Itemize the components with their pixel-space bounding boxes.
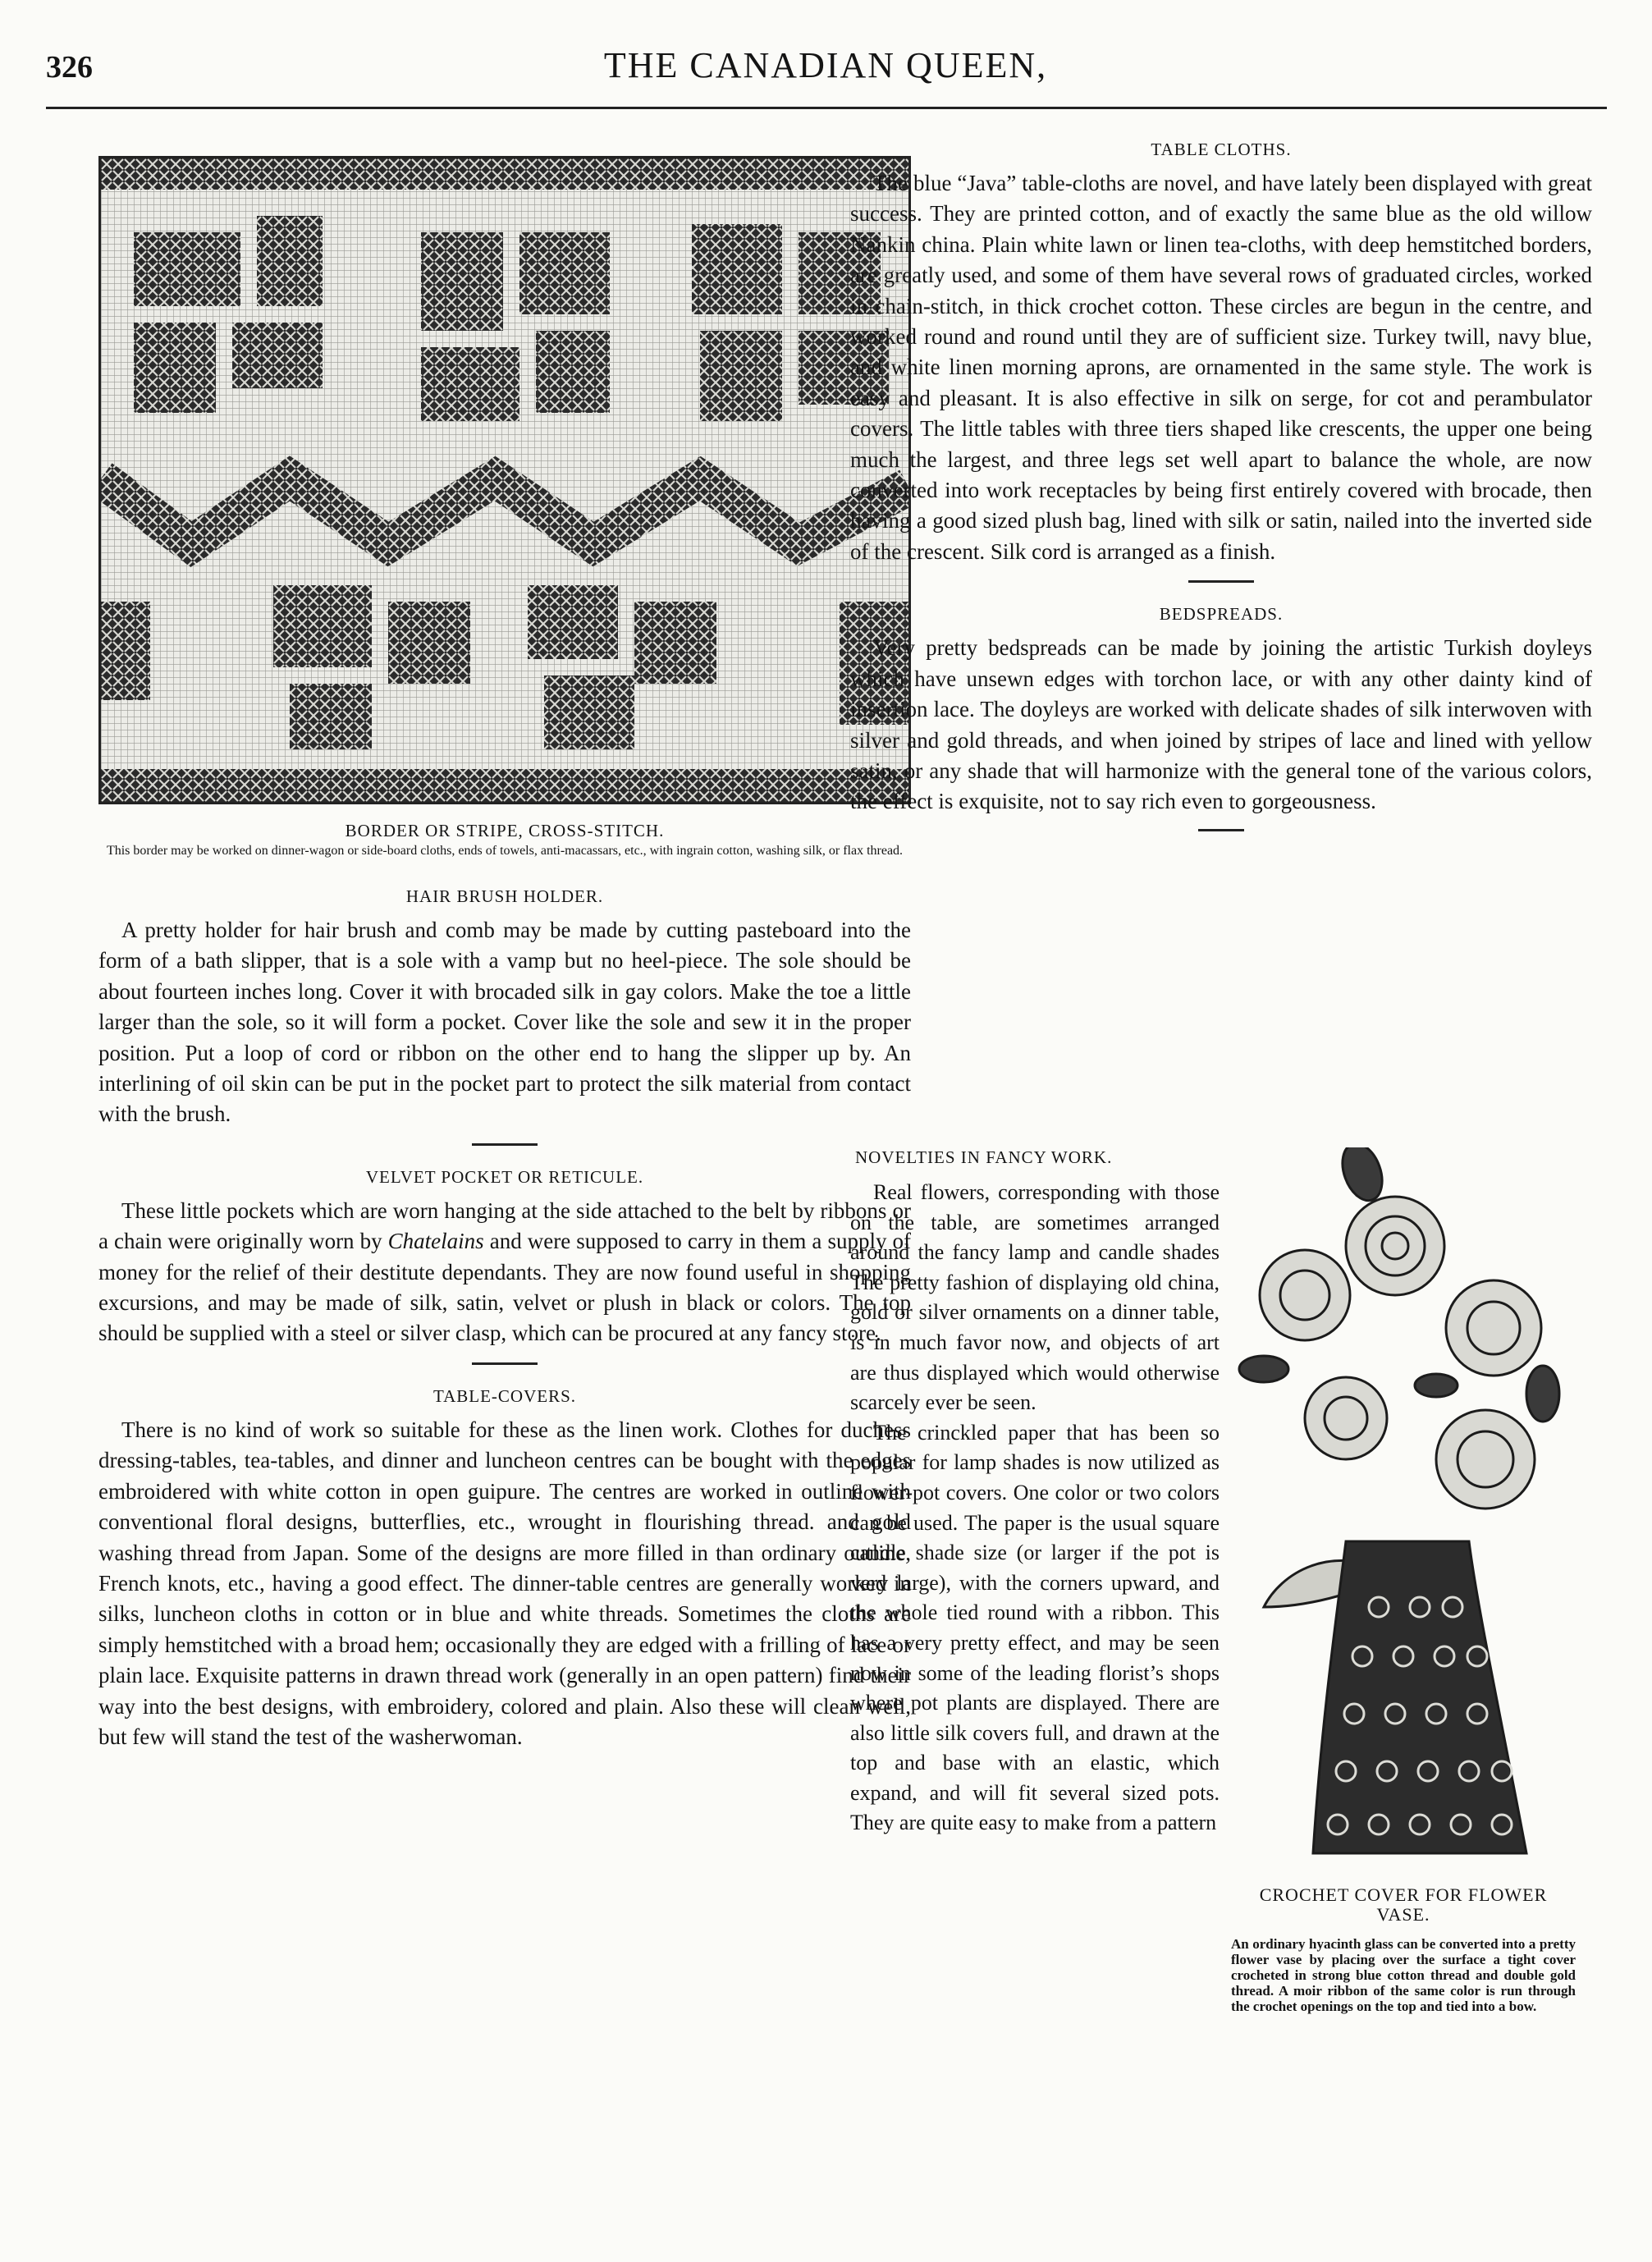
- border-figure-caption: This border may be worked on dinner-wagon or side-board cloths, ends of towels, anti-macassars, etc., with ingrain cotton, washing silk, or flax thread.: [106, 844, 904, 858]
- bedspreads-text: Very pretty bedspreads can be made by joining the artistic Turkish doyleys which have unsewn edges with torchon lace, or with any other dainty kind of insertion lace. The doyleys are worked with delicate shades of silk interwoven with silver and gold threads, and when joined by stripes of lace and lined with yellow satin, or any shade that will harmonize with the general tone of the various colors, the effect is exquisite, not to say rich even to gorgeousness.: [850, 635, 1592, 814]
- vase-figure-caption: An ordinary hyacinth glass can be converted into a pretty flower vase by placing over the surface a tight cover crocheted in strong blue cotton thread and double gold thread. A moir ribbon of the same color is run through the crochet openings on the top and tied into a bow.: [1231, 1936, 1576, 2014]
- section-divider: [472, 1362, 538, 1365]
- velvet-text-italic: Chatelains: [387, 1229, 484, 1254]
- left-column: [98, 156, 911, 1752]
- velvet-pocket-heading: VELVET POCKET OR RETICULE.: [365, 1166, 644, 1187]
- right-column: [850, 140, 1592, 851]
- border-figure-title: BORDER OR STRIPE, CROSS-STITCH.: [345, 821, 665, 840]
- journal-title: THE CANADIAN QUEEN,: [603, 45, 1048, 85]
- table-cloths-heading: TABLE CLOTHS.: [1151, 140, 1292, 159]
- cross-stitch-border-illustration: [98, 156, 911, 804]
- table-covers-text: There is no kind of work so suitable for these as the linen work. Clothes for duchess dressing-tables, tea-tables, and dinner and luncheon centres can be bought with the edges embroidered with white cotton in open guipure. The centres are worked in outline with conventional floral designs, butterflies, etc., wrought in flourishing thread. and gold washing thread from Japan. Some of the designs are more filled in than ordinary outline, French knots, etc., having a good effect. The dinner-table centres are generally worked in silks, luncheon cloths in cotton or in blue and white threads. Sometimes the cloths are simply hemstitched with a broad hem; occasionally they are edged with a frilling of lace or plain lace. Exquisite patterns in drawn thread work (generally in an open pattern) find their way into the best designs, with embroidery, colored and plain. Also these will clean well, but few will stand the test of the washerwoman.: [98, 1417, 911, 1749]
- novelties-text-1: Real flowers, corresponding with those on the table, are sometimes arranged around the fancy lamp and candle shades The pretty fashion of displaying old china, gold or silver ornaments on a dinner table, is in much favor now, and objects of art are thus displayed which would otherwise scarcely ever be seen.: [850, 1180, 1220, 1415]
- section-divider: [1198, 829, 1244, 831]
- table-cloths-text: The blue “Java” table-cloths are novel, and have lately been displayed with great success. They are printed cotton, and of exactly the same blue as the old willow Nankin china. Plain white lawn or linen tea-cloths, with deep hemstitched borders, are greatly used, and some of them have several rows of graduated circles, worked in chain-stitch, in thick crochet cotton. These circles are begun in the centre, and worked round and round until they are of sufficient size. Turkey twill, navy blue, and white linen morning aprons, are ornamented in the same style. The work is easy and pleasant. It is also effective in silk on serge, for cot and perambulator covers. The little tables with three tiers shaped like crescents, the upper one being much the largest, and three legs set well apart to balance the whole, are now converted into work receptacles by being first entirely covered with brocade, then having a good sized plush bag, lined with silk or satin, nailed into the inverted side of the crescent. Silk cord is arranged as a finish.: [850, 171, 1592, 564]
- hair-brush-text: A pretty holder for hair brush and comb may be made by cutting pasteboard into the form of a bath slipper, that is a sole with a vamp but no heel-piece. The sole should be about fourteen inches long. Cover it with brocaded silk in gay colors. Make the toe a little larger than the sole, so it will form a pocket. Cover like the sole and sew it in the proper position. Put a loop of cord or ribbon on the other end to hang the slipper up by. An interlining of oil skin can be put in the pocket part to protect the silk material from contact with the brush.: [98, 918, 911, 1127]
- page-header: [46, 36, 1605, 102]
- vase-figure-title: CROCHET COVER FOR FLOWER VASE.: [1259, 1884, 1548, 1925]
- novelties-column: [850, 1147, 1220, 1838]
- velvet-text-part-a: These little pockets which are worn hanging at the side attached to the belt by ribbons or a chain were originally worn by: [98, 1197, 911, 1254]
- section-divider: [1188, 580, 1254, 583]
- velvet-text-part-b: and were supposed to carry in them a supply of money for the relief of their destitute dependants. They are now found useful in shopping excursions, and may be made of silk, satin, velvet or plush in black or colors. The top should be supplied with a steel or silver clasp, which can be procured at any fancy store.: [98, 1229, 911, 1346]
- flower-vase-illustration: [1231, 1147, 1576, 2014]
- velvet-pocket-text: [98, 1196, 911, 1349]
- novelties-text-2: The crinckled paper that has been so popular for lamp shades is now utilized as flower-pot covers. One color or two colors can be used. The paper is the usual square candle shade size (or larger if the pot is very large), with the corners upward, and the whole tied round with a ribbon. This has a very pretty effect, and may be seen now in some of the leading florist’s shops where pot plants are displayed. There are also little silk covers full, and drawn at the top and base with an elastic, which expand, and will fit several sized pots. They are quite easy to make from a pattern: [850, 1420, 1220, 1835]
- header-rule: [46, 107, 1607, 109]
- table-covers-heading: TABLE-COVERS.: [432, 1385, 577, 1406]
- hair-brush-heading: HAIR BRUSH HOLDER.: [405, 886, 604, 906]
- page-number: 326: [46, 50, 93, 85]
- flower-vase-svg: [1231, 1147, 1576, 1878]
- cross-stitch-pattern-svg: [101, 158, 908, 802]
- novelties-heading: NOVELTIES IN FANCY WORK.: [855, 1147, 1113, 1167]
- section-divider: [472, 1143, 538, 1146]
- bedspreads-heading: BEDSPREADS.: [1159, 604, 1284, 625]
